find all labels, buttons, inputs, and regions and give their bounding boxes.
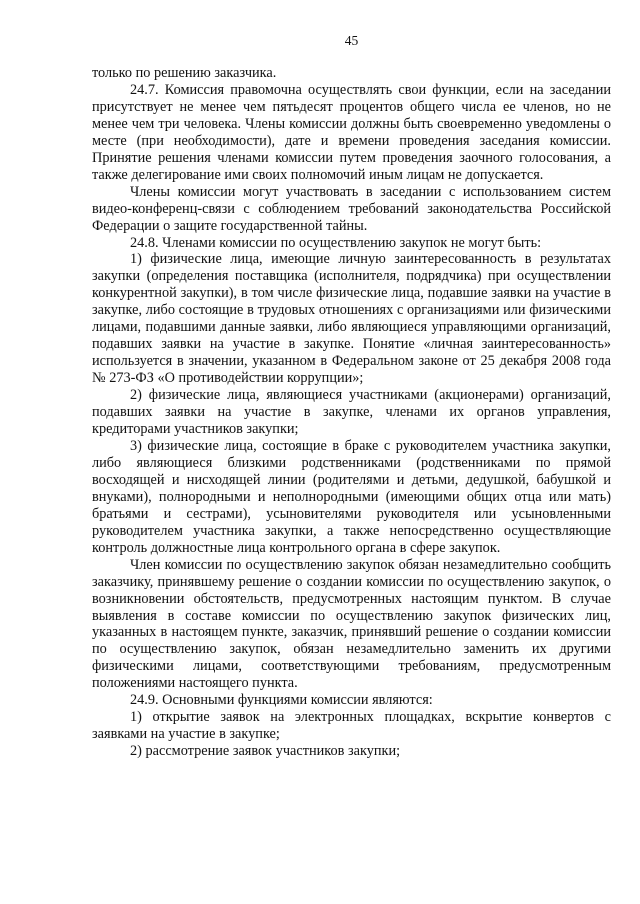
paragraph-function-2: 2) рассмотрение заявок участников закупки; (130, 743, 401, 760)
paragraph-item-3: 3) физические лица, состоящие в браке с руководителем участника закупки, либо являющиеся близкими родственниками (родственниками по прямой восходящей и нисходящей линии (родителями и детьми, дедушкой, бабушкой и внуками), полнородными и неполнородными (имеющими общих отца или мать) братьями и сестрами), усыновителями руководителя или усыновленными руководителем участника закупки, а также непосредственно осуществляющие контроль должностные лица контрольного органа в сфере закупок. (92, 437, 611, 556)
paragraph-function-1: 1) открытие заявок на электронных площадках, вскрытие конвертов с заявками на участие в закупке; (92, 709, 611, 743)
paragraph-item-1: 1) физические лица, имеющие личную заинтересованность в результатах закупки (определения поставщика (исполнителя, подрядчика) при осуществлении конкурентной закупки), в том числе физические лица, подавшие заявки на участие в закупке, либо состоящие в трудовых отношениях с организациями или физическими лицами, подавшими данные заявки, либо являющиеся управляющими организаций, подавших заявки на участие в закупке. Понятие «личная заинтересованность» используется в значении, указанном в Федеральном законе от 25 декабря 2008 года № 273-ФЗ «О противодействии коррупции»; (92, 251, 611, 387)
paragraph-item-2: 2) физические лица, являющиеся участниками (акционерами) организаций, подавших заявки на участие в закупке, членами их органов управления, кредиторами участников закупки; (92, 387, 611, 438)
paragraph-clause-24-7: 24.7. Комиссия правомочна осуществлять свои функции, если на заседании присутствует не менее чем пятьдесят процентов общего числа ее членов, но не менее чем три человека. Члены комиссии должны быть своевременно уведомлены о месте (при необходимости), дате и времени проведения заседания комиссии. Принятие решения членами комиссии путем проведения заочного голосования, а также делегирование ими своих полномочий иным лицам не допускается. (92, 81, 611, 183)
document-body (92, 65, 611, 760)
paragraph-member-obligation: Член комиссии по осуществлению закупок обязан незамедлительно сообщить заказчику, принявшему решение о создании комиссии по осуществлению закупок, о возникновении обстоятельств, предусмотренных настоящим пунктом. В случае выявления в составе комиссии по осуществлению закупок физических лиц, указанных в настоящем пункте, заказчик, принявший решение о создании комиссии по осуществлению закупок, обязан незамедлительно заменить их другими физическими лицами, соответствующими требованиям, предусмотренным положениями настоящего пункта. (92, 556, 611, 692)
page-number: 45 (344, 33, 359, 48)
paragraph-continuation: только по решению заказчика. (92, 65, 277, 81)
paragraph-video-conference: Члены комиссии могут участвовать в заседании с использованием систем видео-конференц-связи с соблюдением требований законодательства Российской Федерации о защите государственной тайны. (92, 183, 611, 234)
paragraph-clause-24-8: 24.8. Членами комиссии по осуществлению закупок не могут быть: (130, 234, 542, 251)
paragraph-clause-24-9: 24.9. Основными функциями комиссии являются: (130, 692, 433, 709)
